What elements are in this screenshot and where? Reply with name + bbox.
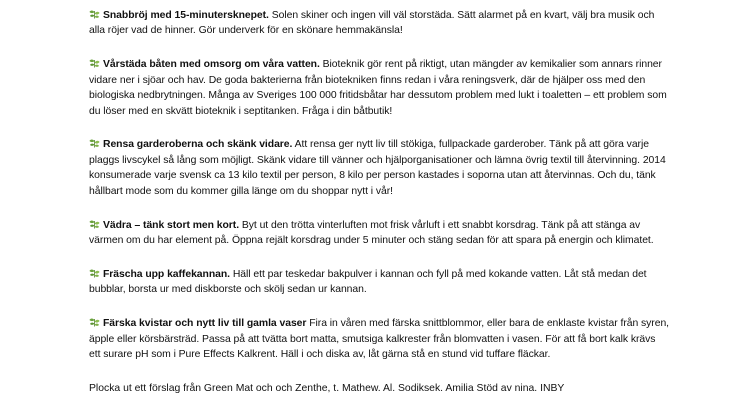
tip-title: Fräscha upp kaffekannan. bbox=[103, 268, 230, 280]
tip-paragraph bbox=[89, 267, 669, 298]
tip-title: Snabbröj med 15-minutersknepet. bbox=[103, 10, 269, 21]
tip-body: Att rensa ger nytt liv till stökiga, fullpackade garderober. Tänk på att göra varje plaggs livscykel så lång som möjligt. Skänk vidare till vänner och hjälporganisationer och lämna övrig textil till återvinning. 2014 konsumerade varje svensk ca 13 kilo textil per person, 8 kilo per person kastades i soporna utan att återvinnas. Och du, tänk hållbart mode som du kommer gilla länge om du shoppar nytt i vår! bbox=[89, 139, 666, 197]
leaf-icon bbox=[89, 219, 100, 229]
tip-body: Häll ett par teskedar bakpulver i kannan och fyll på med kokande vatten. Låt stå medan det bubblar, borsta ur med diskborste och skölj sedan ur kannan. bbox=[89, 268, 647, 296]
leaf-icon bbox=[89, 138, 100, 148]
tip-body: Byt ut den trötta vinterluften mot frisk vårluft i ett snabbt korsdrag. Tänk på att stänga av värmen om du har element på. Öppna rejält korsdrag under 5 minuter och stäng sedan för att spara på energin och klimatet. bbox=[89, 219, 654, 246]
footer-text: Plocka ut ett förslag från Green Mat och och Zenthe, t. Mathew. Al. Sodiksek. Amilia Stöd av nina. INBY bbox=[89, 382, 565, 394]
document-page bbox=[89, 8, 669, 396]
tip-body: Fira in våren med färska snittblommor, eller bara de enklaste kvistar från syren, äpple eller körsbärsträd. Passa på att tvätta bort matta, smutsiga kalkrester från blomvatten i vasen. För att få bort kalk krävs ett surare pH som i Pure Effects Kalkrent. Häll i och diska av, låt gärna stå en stund vid tuffare fläckar. bbox=[89, 318, 670, 360]
leaf-icon bbox=[89, 268, 100, 278]
tip-paragraph bbox=[89, 218, 669, 249]
leaf-icon bbox=[89, 9, 100, 19]
leaf-icon bbox=[89, 58, 100, 68]
tip-paragraph bbox=[89, 137, 669, 199]
tip-paragraph bbox=[89, 8, 669, 39]
tip-paragraph bbox=[89, 57, 669, 119]
tip-title: Rensa garderoberna och skänk vidare. bbox=[103, 139, 293, 151]
tip-body: Bioteknik gör rent på riktigt, utan mängder av kemikalier som annars rinner vidare ner i sjöar och hav. De goda bakterierna från biotekniken finns redan i våra reningsverk, där de hjälper oss med den biologiska nedbrytningen. Många av Sveriges 100 000 fritidsbåtar har dessutom problem med lukt i toaletten – ett problem som du löser med en skvätt bioteknik i septitanken. Fråga i din båtbutik! bbox=[89, 59, 667, 117]
tip-body: Solen skiner och ingen vill väl storstäda. Sätt alarmet på en kvart, välj bra musik och alla röjer vad de hinner. Gör underverk för en skönare hemmakänsla! bbox=[89, 10, 655, 37]
tip-title: Färska kvistar och nytt liv till gamla vaser bbox=[103, 318, 307, 330]
tip-paragraph bbox=[89, 316, 669, 362]
tip-title: Vårstäda båten med omsorg om våra vatten. bbox=[103, 59, 320, 71]
leaf-icon bbox=[89, 317, 100, 327]
tip-title: Vädra – tänk stort men kort. bbox=[103, 219, 240, 231]
